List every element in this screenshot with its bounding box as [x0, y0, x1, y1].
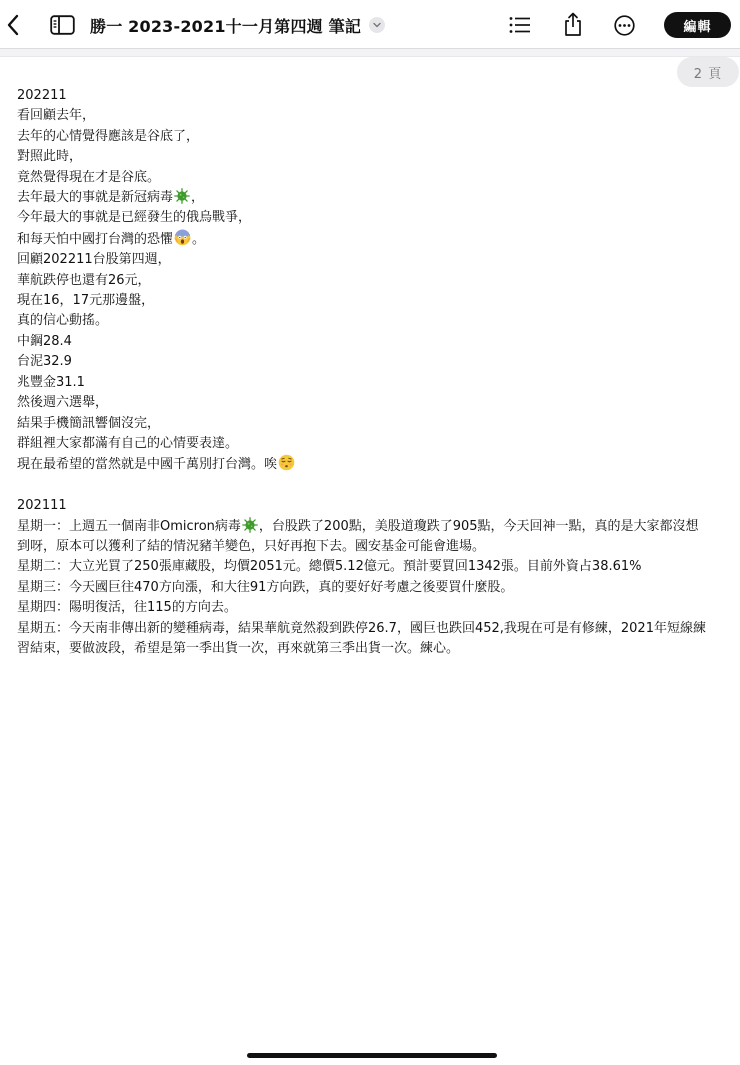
note-text: 去年最大的事就是新冠病毒 [17, 190, 174, 206]
note-paragraph-friday: 星期五：今天南非傳出新的變種病毒，結果華航竟然殺到跌停26.7，國巨也跌回452,我現在可是有修練，2021年短線練習結束，要做波段，希望是第一季出貨一次，再來就第三季出貨一次。練心。 [17, 620, 706, 656]
note-text: 。 [192, 231, 206, 247]
note-line: 中鋼28.4 [17, 333, 72, 349]
note-text: 和每天怕中國打台灣的恐懼 [17, 231, 174, 247]
note-line [17, 454, 707, 475]
note-line [17, 188, 707, 208]
back-chevron-icon[interactable] [6, 14, 20, 36]
note-line: 202211 [17, 88, 67, 103]
note-paragraph-tuesday: 星期二：大立光買了250張庫藏股，均價2051元。總價5.12億元。預計要買回1342張。目前外資占38.61% [17, 559, 642, 575]
note-line: 真的信心動搖。 [17, 313, 109, 329]
note-line: 然後週六選舉， [17, 395, 109, 411]
note-text: ，台股跌了200點，美股道瓊跌了905點，今天回神一點，真的是大家都沒想到呀，原本可以獲利了結的情況豬羊變色，只好再抱下去。國安基金可能會進場。 [17, 518, 699, 554]
home-indicator[interactable] [247, 1053, 497, 1058]
chevron-down-icon[interactable] [369, 17, 385, 33]
note-text: 星期一：上週五一個南非Omicron病毒 [17, 518, 241, 534]
blank-line [17, 476, 707, 496]
scream-emoji-icon [174, 229, 191, 246]
note-line: 兆豐金31.1 [17, 374, 85, 390]
note-paragraph-wednesday: 星期三：今天國巨往470方向漲，和大往91方向跌，真的要好好考慮之後要買什麼股。 [17, 579, 514, 595]
toolbar [0, 0, 740, 48]
note-line: 看回顧去年， [17, 108, 96, 124]
section-heading: 202111 [17, 498, 67, 514]
share-icon[interactable] [563, 12, 583, 37]
note-paragraph-monday [17, 517, 707, 558]
virus-emoji-icon [174, 188, 190, 204]
list-icon[interactable] [509, 16, 531, 34]
toolbar-divider [0, 48, 740, 57]
edit-button[interactable]: 編輯 [664, 12, 731, 38]
note-title-group[interactable] [90, 14, 385, 36]
note-line [17, 229, 707, 250]
note-text: 現在最希望的當然就是中國千萬別打台灣。唉 [17, 457, 278, 473]
note-line: 竟然覺得現在才是谷底。 [17, 169, 161, 185]
note-line: 台泥32.9 [17, 354, 72, 370]
note-line: 結果手機簡訊響個沒完， [17, 415, 161, 431]
note-line: 回顧202211台股第四週， [17, 252, 171, 268]
note-line: 去年的心情覺得應該是谷底了， [17, 128, 200, 144]
note-body [17, 86, 707, 659]
note-line: 華航跌停也還有26元， [17, 272, 151, 288]
note-text: ， [191, 190, 205, 206]
note-line: 今年最大的事就是已經發生的俄烏戰爭， [17, 210, 252, 226]
note-title: 勝一 2023-2021十一月第四週 筆記 [90, 16, 362, 36]
sigh-emoji-icon [278, 454, 295, 471]
note-line: 現在16，17元那邊盤， [17, 293, 155, 309]
note-line: 群組裡大家都滿有自己的心情要表達。 [17, 435, 239, 451]
note-paragraph-thursday: 星期四：陽明復活，往115的方向去。 [17, 600, 237, 616]
more-icon[interactable] [614, 15, 635, 36]
virus-emoji-icon [242, 517, 258, 533]
page-count-badge[interactable]: 2 頁 [677, 57, 739, 87]
sidebar-icon[interactable] [50, 15, 75, 35]
note-line: 對照此時， [17, 149, 83, 165]
